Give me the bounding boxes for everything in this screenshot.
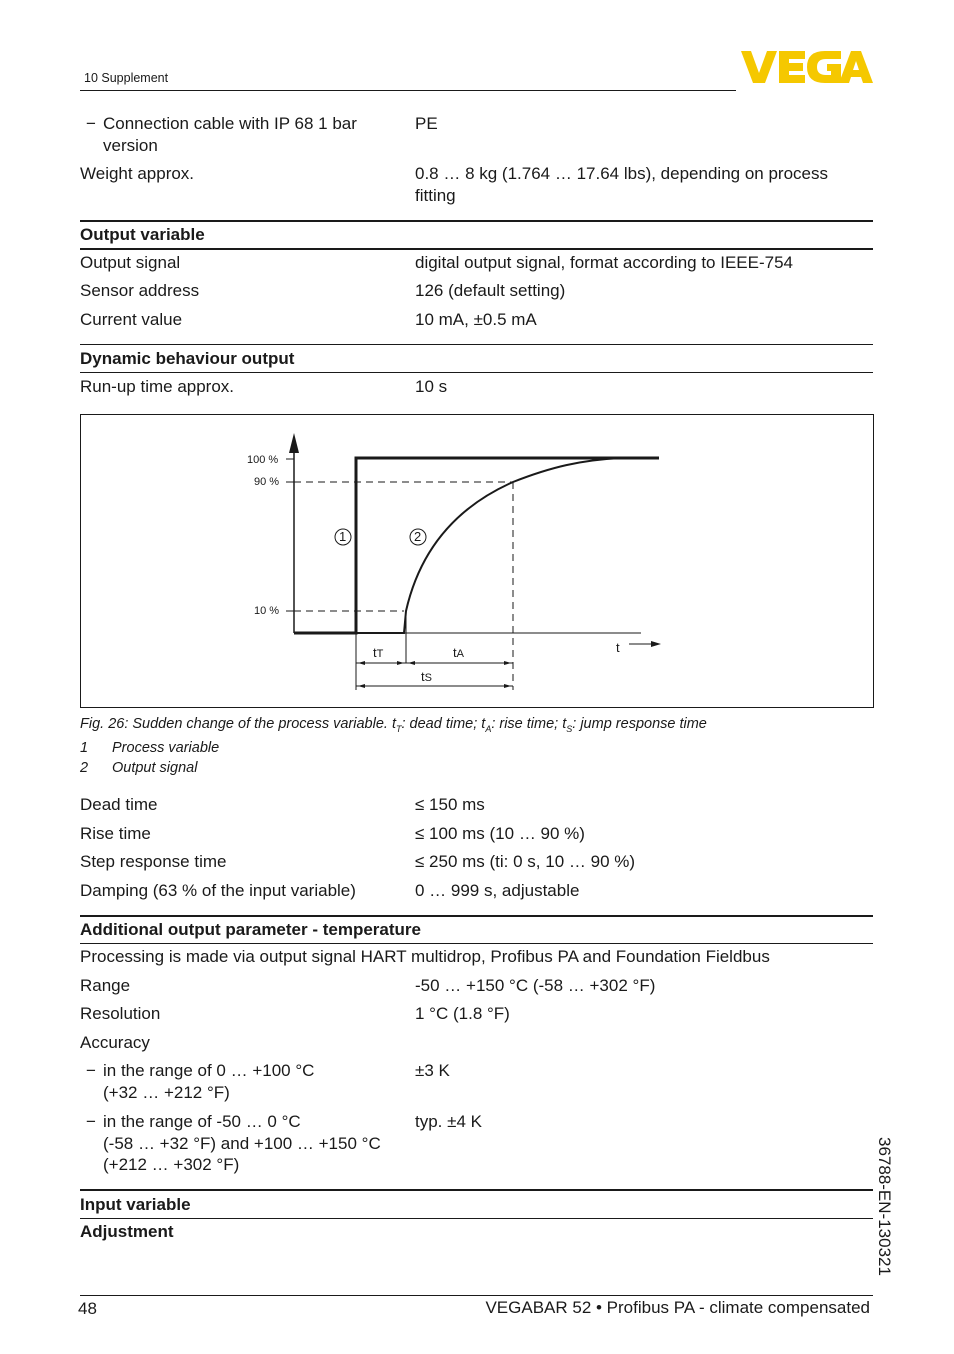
row-value: 1 °C (1.8 °F): [415, 1004, 510, 1023]
section-rule: [80, 1218, 873, 1219]
row-value: digital output signal, format according to IEEE-754: [415, 253, 793, 272]
legend-number: 2: [80, 760, 89, 776]
row-label: Sensor address: [80, 281, 200, 300]
legend-number: 1: [80, 740, 89, 756]
row-label: in the range of 0 … +100 °C: [103, 1061, 315, 1080]
row-value: 0 … 999 s, adjustable: [415, 881, 580, 900]
row-value: ≤ 150 ms: [415, 795, 485, 814]
row-value: ≤ 250 ms (ti: 0 s, 10 … 90 %): [415, 852, 636, 871]
section-heading: Additional output parameter - temperature: [80, 920, 421, 939]
document-code: 36788-EN-130321: [875, 1137, 894, 1276]
row-label: Run-up time approx.: [80, 377, 235, 396]
footer-title: VEGABAR 52 • Profibus PA - climate compensated: [485, 1298, 870, 1317]
row-value: 10 s: [415, 377, 448, 396]
row-label: Range: [80, 976, 131, 995]
y-label-10: 10 %: [254, 605, 280, 617]
section-rule: [80, 372, 873, 373]
legend-text: Output signal: [112, 760, 198, 776]
section-header: 10 Supplement: [84, 71, 169, 85]
row-label: Accuracy: [80, 1033, 150, 1052]
section-heading: Output variable: [80, 225, 205, 244]
bullet-dash: −: [86, 114, 96, 133]
row-label: (+32 … +212 °F): [103, 1083, 230, 1102]
row-label: in the range of -50 … 0 °C: [103, 1112, 301, 1131]
section-rule: [80, 220, 873, 222]
bullet-dash: −: [86, 1112, 96, 1131]
row-label: Weight approx.: [80, 164, 195, 183]
section-rule: [80, 943, 873, 944]
row-label: Damping (63 % of the input variable): [80, 881, 356, 900]
step-response-diagram: [80, 414, 874, 708]
row-value: ≤ 100 ms (10 … 90 %): [415, 824, 585, 843]
header-rule: [80, 90, 736, 91]
row-value: ±3 K: [415, 1061, 450, 1080]
label-tT: tT: [373, 645, 384, 660]
row-value: PE: [415, 114, 438, 133]
row-label: Current value: [80, 310, 183, 329]
y-label-90: 90 %: [254, 476, 280, 488]
marker-2: 2: [414, 529, 422, 544]
page-number: 48: [78, 1299, 97, 1318]
section-rule: [80, 915, 873, 917]
figure-caption: Fig. 26: Sudden change of the process variable. $t_T$: dead time; $t_A$: rise time; $t_S$: jump response time: [80, 716, 707, 734]
x-axis-label: t: [616, 640, 620, 655]
row-label: Step response time: [80, 852, 227, 871]
label-tS: tS: [421, 669, 432, 684]
row-label: (-58 … +32 °F) and +100 … +150 °C: [103, 1134, 381, 1153]
row-value: 10 mA, ±0.5 mA: [415, 310, 537, 329]
row-label: Resolution: [80, 1004, 161, 1023]
footer-rule: [80, 1295, 873, 1296]
row-value: 126 (default setting): [415, 281, 566, 300]
y-label-100: 100 %: [247, 454, 279, 466]
bullet-dash: −: [86, 1061, 96, 1080]
section-heading: Dynamic behaviour output: [80, 349, 295, 368]
vega-logo: [741, 49, 873, 90]
row-value: typ. ±4 K: [415, 1112, 482, 1131]
subsection-heading: Adjustment: [80, 1222, 174, 1241]
section-rule: [80, 248, 873, 250]
section-rule: [80, 344, 873, 345]
row-label: Output signal: [80, 253, 181, 272]
row-label: (+212 … +302 °F): [103, 1155, 240, 1174]
marker-1: 1: [339, 529, 347, 544]
row-label: Connection cable with IP 68 1 bar version: [103, 114, 357, 155]
section-heading: Input variable: [80, 1195, 191, 1214]
row-label: Dead time: [80, 795, 158, 814]
legend-text: Process variable: [112, 740, 220, 756]
row-label: Rise time: [80, 824, 151, 843]
section-rule: [80, 1189, 873, 1191]
label-tA: tA: [453, 645, 464, 660]
row-value: -50 … +150 °C (-58 … +302 °F): [415, 976, 656, 995]
row-value: 0.8 … 8 kg (1.764 … 17.64 lbs), depending on process fitting: [415, 164, 828, 205]
intro-text: Processing is made via output signal HART multidrop, Profibus PA and Foundation Fieldbus: [80, 947, 770, 966]
